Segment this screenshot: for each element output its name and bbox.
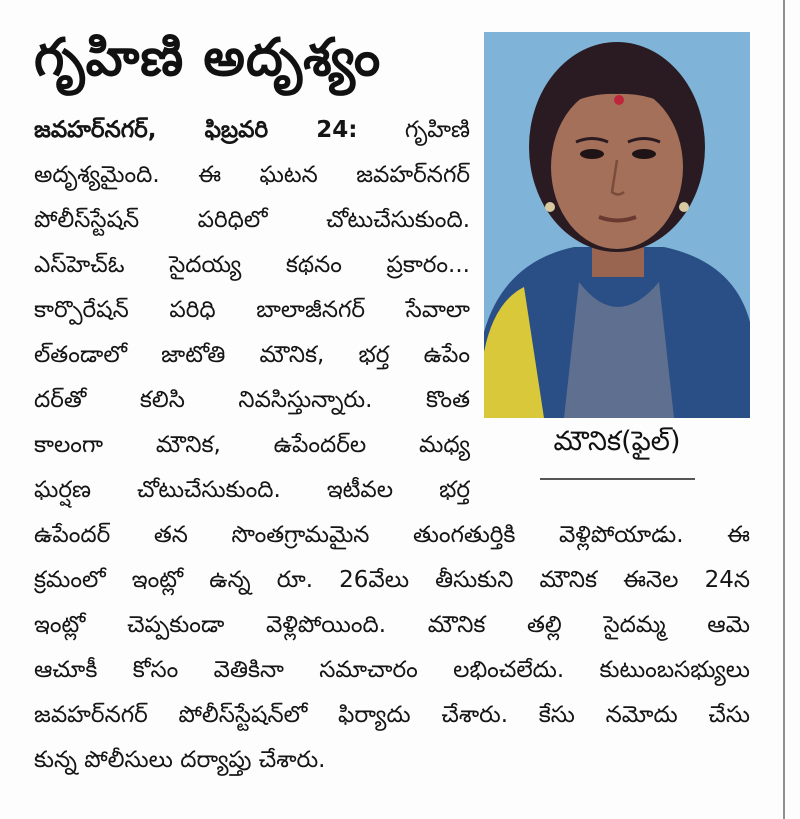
body-line: జవహర్‌నగర్ పోలీస్‌స్టేషన్‌లో ఫిర్యాదు చేశారు. కేసు నమోదు చేసు	[34, 702, 750, 728]
bindi	[614, 95, 624, 105]
caption-divider	[540, 478, 695, 480]
body-line: ఘర్షణ చోటుచేసుకుంది. ఇటీవల భర్త	[34, 477, 470, 503]
body-line: ఎస్‌హెచ్‌ఓ సైదయ్య కథనం ప్రకారం...	[34, 252, 470, 278]
headline: గృహిణి అదృశ్యం	[34, 28, 382, 88]
body-line: దర్‌తో కలిసి నివసిస్తున్నారు. కొంత	[34, 387, 470, 413]
portrait-illustration	[484, 32, 750, 418]
body-line: పోలీస్‌స్టేషన్ పరిధిలో చోటుచేసుకుంది.	[34, 207, 470, 233]
left-eye	[580, 149, 604, 159]
body-text: గృహిణి	[404, 117, 470, 143]
body-line: అదృశ్యమైంది. ఈ ఘటన జవహర్‌నగర్	[34, 162, 470, 188]
right-earring	[679, 202, 689, 212]
body-line: కాలంగా మౌనిక, ఉపేందర్‌ల మధ్య	[34, 432, 470, 458]
person-photo	[484, 32, 750, 418]
body-line: ఉపేందర్ తన సొంతగ్రామమైన తుంగతుర్తికి వెళ్లిపోయాడు. ఈ	[34, 522, 750, 548]
body-line: ఇంట్లో చెప్పకుండా వెళ్లిపోయింది. మౌనిక తల్లి సైదమ్మ ఆమె	[34, 612, 750, 638]
body-line-last: కున్న పోలీసులు దర్యాప్తు చేశారు.	[34, 747, 326, 773]
body-line: కార్పొరేషన్ పరిధి బాలాజీనగర్ సేవాలా	[34, 297, 470, 323]
photo-caption: మౌనిక(ఫైల్)	[553, 426, 681, 457]
body-line: క్రమంలో ఇంట్లో ఉన్న రూ. 26వేలు తీసుకుని మౌనిక ఈనెల 24న	[34, 567, 750, 593]
body-line: ల్‌తండాలో జాటోతి మౌనిక, భర్త ఉపేం	[34, 342, 470, 368]
body-line: ఆచూకీ కోసం వెతికినా సమాచారం లభించలేదు. కుటుంబసభ్యులు	[34, 657, 750, 683]
dateline: జవహర్‌నగర్, ఫిబ్రవరి 24:	[34, 117, 358, 143]
left-earring	[545, 202, 555, 212]
body-line	[34, 108, 470, 153]
right-eye	[632, 149, 656, 159]
column-rule	[783, 0, 785, 819]
